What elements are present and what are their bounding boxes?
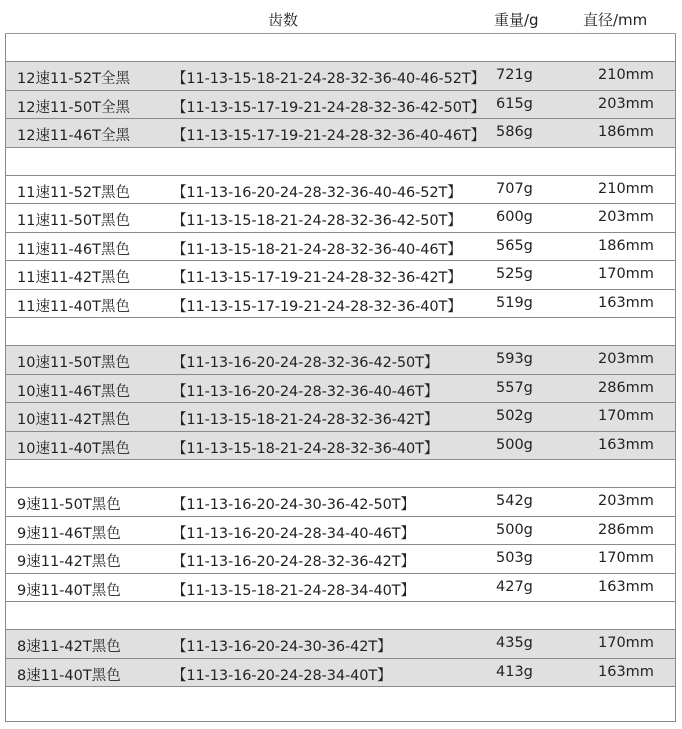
weight-value: 500g — [496, 436, 533, 453]
table-row — [6, 545, 675, 574]
teeth-sequence: 【11-13-15-17-19-21-24-28-32-36-42T】 — [172, 270, 462, 286]
table-spacer-row — [6, 318, 675, 346]
table-row — [6, 290, 675, 319]
diameter-value: 203mm — [598, 95, 654, 112]
diameter-value: 163mm — [598, 578, 654, 595]
diameter-value: 203mm — [598, 351, 654, 367]
weight-value: 525g — [496, 266, 533, 282]
header-diameter: 直径/mm — [583, 11, 648, 29]
cassette-name: 12速11-50T全黑 — [17, 99, 130, 116]
teeth-sequence: 【11-13-15-17-19-21-24-28-32-36-42-50T】 — [172, 99, 486, 116]
table-spacer-row — [6, 148, 675, 176]
teeth-sequence: 【11-13-16-20-24-30-36-42T】 — [172, 639, 392, 655]
weight-value: 615g — [496, 95, 533, 112]
teeth-sequence: 【11-13-16-20-24-28-32-36-40-46-52T】 — [172, 184, 462, 201]
cassette-name: 9速11-40T黑色 — [17, 582, 121, 599]
diameter-value: 203mm — [598, 493, 654, 509]
cassette-name: 11速11-46T黑色 — [17, 241, 130, 258]
diameter-value: 170mm — [598, 408, 654, 424]
weight-value: 503g — [496, 550, 533, 566]
table-row — [6, 91, 675, 120]
table-row — [6, 62, 675, 91]
teeth-sequence: 【11-13-15-17-19-21-24-28-32-36-40-46T】 — [172, 128, 486, 144]
diameter-value: 163mm — [598, 436, 654, 453]
weight-value: 557g — [496, 379, 533, 396]
table-header — [0, 0, 682, 33]
weight-value: 500g — [496, 521, 533, 538]
table-row — [6, 630, 675, 659]
cassette-name: 11速11-42T黑色 — [17, 270, 130, 286]
diameter-value: 186mm — [598, 124, 654, 140]
cassette-name: 11速11-52T黑色 — [17, 184, 130, 201]
table-row — [6, 403, 675, 432]
cassette-name: 11速11-50T黑色 — [17, 213, 130, 229]
cassette-name: 9速11-46T黑色 — [17, 525, 121, 542]
weight-value: 565g — [496, 237, 533, 254]
cassette-name: 8速11-42T黑色 — [17, 639, 121, 655]
weight-value: 435g — [496, 635, 533, 651]
table-row — [6, 574, 675, 603]
table-row — [6, 176, 675, 205]
cassette-name: 10速11-42T黑色 — [17, 412, 130, 428]
table-row — [6, 432, 675, 461]
table-row — [6, 119, 675, 148]
diameter-value: 170mm — [598, 635, 654, 651]
header-weight: 重量/g — [494, 11, 539, 29]
cassette-name: 8速11-40T黑色 — [17, 667, 121, 684]
header-teeth: 齿数 — [268, 11, 299, 29]
cassette-name: 10速11-40T黑色 — [17, 440, 130, 457]
weight-value: 413g — [496, 663, 533, 680]
weight-value: 586g — [496, 124, 533, 140]
teeth-sequence: 【11-13-15-18-21-24-28-32-36-42T】 — [172, 412, 439, 428]
diameter-value: 210mm — [598, 67, 654, 83]
table-row — [6, 517, 675, 546]
cassette-name: 9速11-42T黑色 — [17, 554, 121, 570]
table-row — [6, 488, 675, 517]
diameter-value: 286mm — [598, 521, 654, 538]
teeth-sequence: 【11-13-16-20-24-28-32-36-40-46T】 — [172, 383, 439, 400]
diameter-value: 163mm — [598, 663, 654, 680]
diameter-value: 186mm — [598, 237, 654, 254]
teeth-sequence: 【11-13-15-18-21-24-28-34-40T】 — [172, 582, 415, 599]
cassette-name: 9速11-50T黑色 — [17, 497, 121, 513]
table-row — [6, 659, 675, 688]
weight-value: 593g — [496, 351, 533, 367]
spec-table — [5, 33, 676, 722]
teeth-sequence: 【11-13-15-18-21-24-28-32-36-40T】 — [172, 440, 439, 457]
table-row — [6, 233, 675, 262]
table-row — [6, 204, 675, 233]
weight-value: 519g — [496, 294, 533, 311]
teeth-sequence: 【11-13-16-20-24-28-32-36-42T】 — [172, 554, 415, 570]
table-row — [6, 261, 675, 290]
weight-value: 721g — [496, 67, 533, 83]
teeth-sequence: 【11-13-16-20-24-28-32-36-42-50T】 — [172, 355, 439, 371]
teeth-sequence: 【11-13-15-18-21-24-28-32-36-42-50T】 — [172, 213, 462, 229]
cassette-name: 12速11-46T全黑 — [17, 128, 130, 144]
cassette-name: 10速11-46T黑色 — [17, 383, 130, 400]
teeth-sequence: 【11-13-16-20-24-28-34-40-46T】 — [172, 525, 415, 542]
table-row — [6, 375, 675, 404]
cassette-name: 11速11-40T黑色 — [17, 298, 130, 315]
diameter-value: 170mm — [598, 550, 654, 566]
cassette-name: 12速11-52T全黑 — [17, 71, 130, 87]
weight-value: 427g — [496, 578, 533, 595]
teeth-sequence: 【11-13-15-17-19-21-24-28-32-36-40T】 — [172, 298, 462, 315]
table-spacer-row — [6, 602, 675, 630]
table-row — [6, 346, 675, 375]
table-spacer-row — [6, 460, 675, 488]
diameter-value: 286mm — [598, 379, 654, 396]
weight-value: 600g — [496, 209, 533, 225]
cassette-name: 10速11-50T黑色 — [17, 355, 130, 371]
table-spacer-row — [6, 687, 675, 721]
weight-value: 707g — [496, 180, 533, 197]
diameter-value: 163mm — [598, 294, 654, 311]
teeth-sequence: 【11-13-15-18-21-24-28-32-36-40-46T】 — [172, 241, 462, 258]
weight-value: 542g — [496, 493, 533, 509]
diameter-value: 210mm — [598, 180, 654, 197]
teeth-sequence: 【11-13-15-18-21-24-28-32-36-40-46-52T】 — [172, 71, 486, 87]
weight-value: 502g — [496, 408, 533, 424]
teeth-sequence: 【11-13-16-20-24-30-36-42-50T】 — [172, 497, 415, 513]
diameter-value: 170mm — [598, 266, 654, 282]
teeth-sequence: 【11-13-16-20-24-28-34-40T】 — [172, 667, 392, 684]
table-spacer-row — [6, 34, 675, 62]
diameter-value: 203mm — [598, 209, 654, 225]
